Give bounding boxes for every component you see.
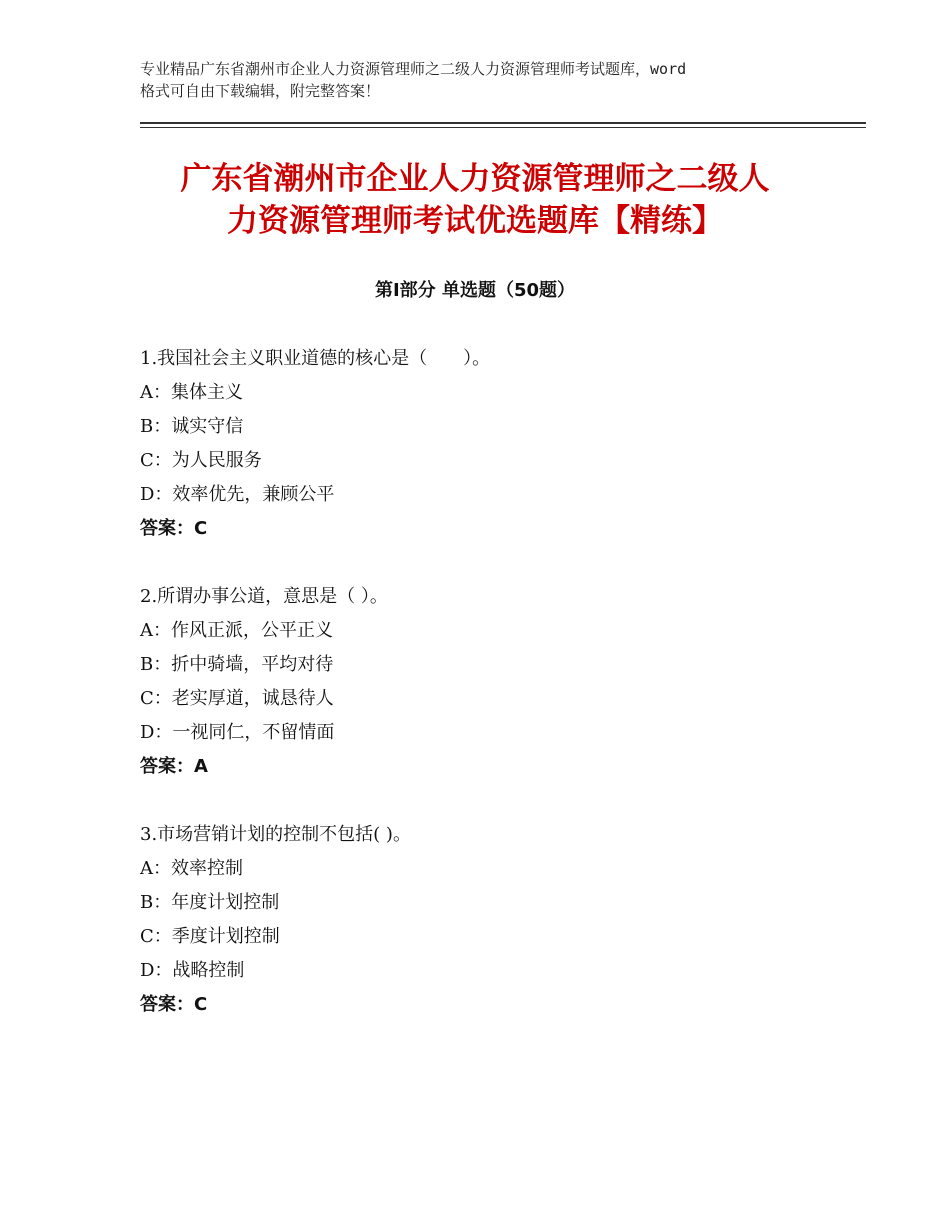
header-divider-thick bbox=[140, 122, 866, 124]
option-d: D：效率优先，兼顾公平 bbox=[140, 484, 335, 505]
question-stem: 2.所谓办事公道，意思是（ ）。 bbox=[140, 586, 388, 607]
question-list bbox=[140, 342, 840, 1056]
option-d: D：一视同仁，不留情面 bbox=[140, 722, 335, 743]
option-d: D：战略控制 bbox=[140, 960, 245, 981]
question-stem: 3.市场营销计划的控制不包括( )。 bbox=[140, 824, 411, 845]
option-c: C：季度计划控制 bbox=[140, 926, 280, 947]
option-c: C：老实厚道，诚恳待人 bbox=[140, 688, 334, 709]
option-a: A：效率控制 bbox=[140, 858, 243, 879]
option-b: B：年度计划控制 bbox=[140, 892, 280, 913]
section-heading: 第Ⅰ部分 单选题（50题） bbox=[374, 280, 575, 301]
question-stem: 1.我国社会主义职业道德的核心是（ ）。 bbox=[140, 348, 491, 369]
header-note-line-1: 专业精品广东省潮州市企业人力资源管理师之二级人力资源管理师考试题库，word bbox=[140, 60, 687, 78]
header-divider-thin bbox=[140, 127, 866, 128]
question-item bbox=[140, 580, 840, 784]
answer-line: 答案：C bbox=[140, 518, 208, 539]
answer-line: 答案：A bbox=[140, 756, 208, 777]
question-item bbox=[140, 342, 840, 546]
option-b: B：诚实守信 bbox=[140, 416, 244, 437]
option-a: A：集体主义 bbox=[140, 382, 243, 403]
document-title bbox=[140, 158, 810, 242]
question-item bbox=[140, 818, 840, 1022]
document-title-line-2: 力资源管理师考试优选题库【精练】 bbox=[227, 203, 723, 239]
document-title-line-1: 广东省潮州市企业人力资源管理师之二级人 bbox=[180, 161, 770, 197]
header-note bbox=[140, 58, 830, 102]
option-b: B：折中骑墙，平均对待 bbox=[140, 654, 334, 675]
header-note-line-2: 格式可自由下载编辑，附完整答案！ bbox=[140, 82, 381, 100]
option-c: C：为人民服务 bbox=[140, 450, 262, 471]
option-a: A：作风正派，公平正义 bbox=[140, 620, 333, 641]
answer-line: 答案：C bbox=[140, 994, 208, 1015]
